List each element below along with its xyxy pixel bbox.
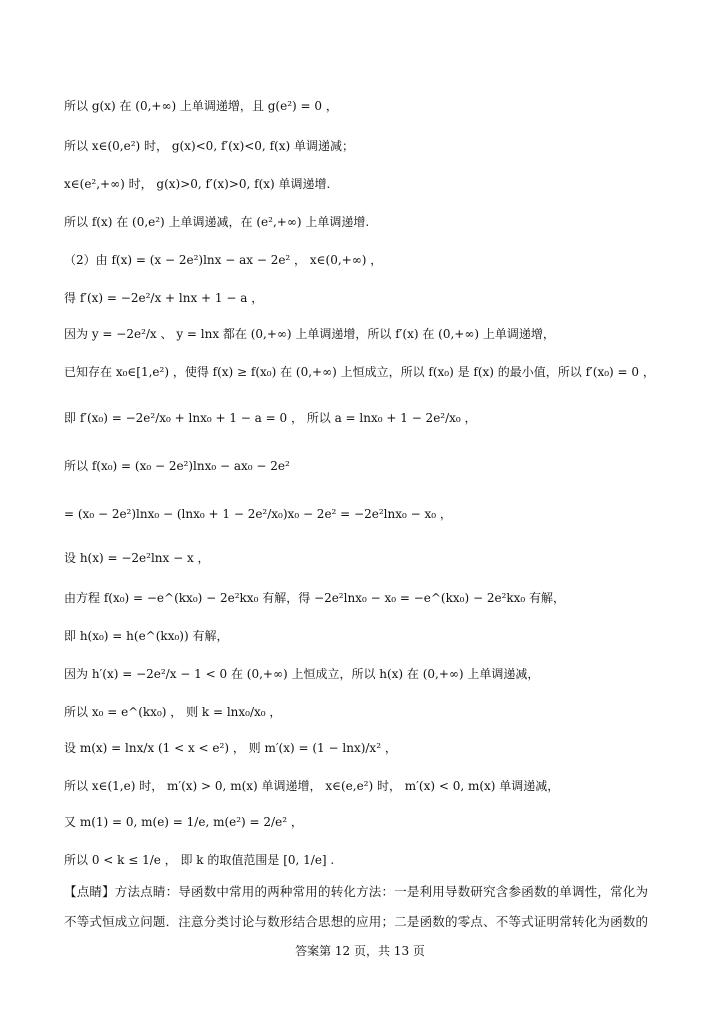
solution-line: 得 f′(x) = −2e²/x + lnx + 1 − a ， xyxy=(64,291,264,305)
solution-line: 所以 f(x₀) = (x₀ − 2e²)lnx₀ − ax₀ − 2e² xyxy=(64,459,290,473)
solution-line: 已知存在 x₀∈[1,e²) ，使得 f(x) ≥ f(x₀) 在 (0,+∞) 上恒成立，所以 f(x₀) 是 f(x) 的最小值，所以 f′(x₀) = 0 ， xyxy=(64,365,655,379)
solution-line: 设 m(x) = lnx/x (1 < x < e²) ， 则 m′(x) = (1 − lnx)/x² ， xyxy=(64,741,397,755)
solution-line: x∈(e²,+∞) 时， g(x)>0, f′(x)>0, f(x) 单调递增. xyxy=(64,177,331,191)
solution-line: 所以 f(x) 在 (0,e²) 上单调递减，在 (e²,+∞) 上单调递增. xyxy=(64,215,370,229)
solution-line: 因为 y = −2e²/x 、 y = lnx 都在 (0,+∞) 上单调递增，所以 f′(x) 在 (0,+∞) 上单调递增， xyxy=(64,327,555,341)
solution-line: 所以 g(x) 在 (0,+∞) 上单调递增，且 g(e²) = 0 ， xyxy=(64,99,338,113)
page-footer: 答案第 12 页，共 13 页 xyxy=(295,944,425,958)
solution-line: 所以 x₀ = e^(kx₀) ， 则 k = lnx₀/x₀ ， xyxy=(64,705,282,719)
tip-paragraph-line: 不等式恒成立问题．注意分类讨论与数形结合思想的应用；二是函数的零点、不等式证明常转化为函数的 xyxy=(64,914,649,929)
solution-line: 所以 0 < k ≤ 1/e ， 即 k 的取值范围是 [0, 1/e] . xyxy=(64,853,335,867)
solution-line: 设 h(x) = −2e²lnx − x ， xyxy=(64,551,210,565)
solution-line: 即 f′(x₀) = −2e²/x₀ + lnx₀ + 1 − a = 0 ， 所以 a = lnx₀ + 1 − 2e²/x₀ ， xyxy=(64,411,477,425)
solution-line: 又 m(1) = 0, m(e) = 1/e, m(e²) = 2/e² ， xyxy=(64,815,303,829)
solution-line: 由方程 f(x₀) = −e^(kx₀) − 2e²kx₀ 有解，得 −2e²lnx₀ − x₀ = −e^(kx₀) − 2e²kx₀ 有解， xyxy=(64,591,566,605)
tip-paragraph-line: 【点睛】方法点睛：导函数中常用的两种常用的转化方法：一是利用导数研究含参函数的单调性，常化为 xyxy=(64,884,649,899)
solution-line: 所以 x∈(1,e) 时， m′(x) > 0, m(x) 单调递增， x∈(e,e²) 时， m′(x) < 0, m(x) 单调递减， xyxy=(64,779,560,793)
solution-line: （2）由 f(x) = (x − 2e²)lnx − ax − 2e² ， x∈(0,+∞) ， xyxy=(64,253,383,267)
solution-line: 因为 h′(x) = −2e²/x − 1 < 0 在 (0,+∞) 上恒成立，所以 h(x) 在 (0,+∞) 上单调递减， xyxy=(64,667,540,681)
solution-line: 所以 x∈(0,e²) 时， g(x)<0, f′(x)<0, f(x) 单调递减； xyxy=(64,139,354,153)
solution-line: = (x₀ − 2e²)lnx₀ − (lnx₀ + 1 − 2e²/x₀)x₀ − 2e² = −2e²lnx₀ − x₀ ， xyxy=(64,507,452,521)
solution-line: 即 h(x₀) = h(e^(kx₀)) 有解， xyxy=(64,629,229,643)
